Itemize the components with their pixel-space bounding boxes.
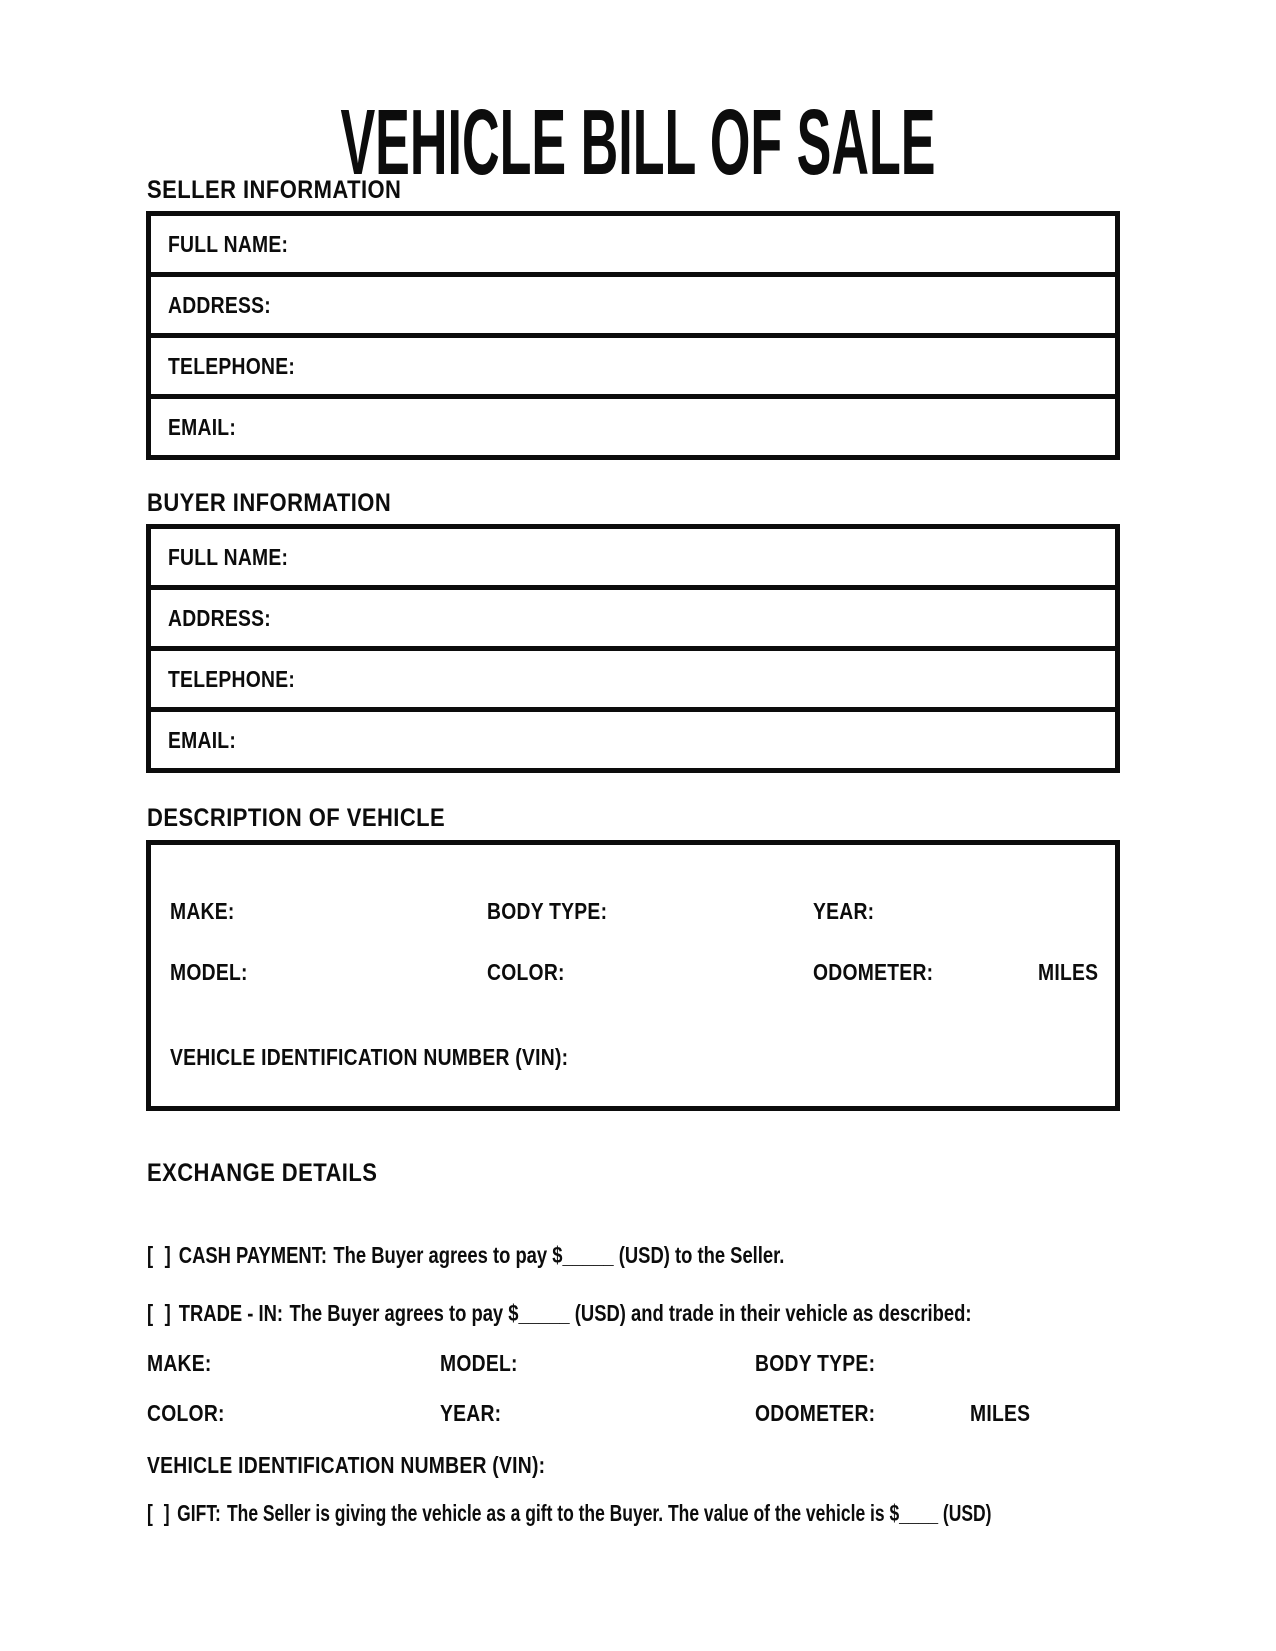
trade-in-checkbox[interactable]: [ ] — [147, 1300, 171, 1326]
trade-in-clause — [147, 1300, 972, 1326]
cash-payment-title: CASH PAYMENT: — [178, 1242, 328, 1268]
gift-text: The Seller is giving the vehicle as a gift to the Buyer. The value of the vehicle is $____ (USD) — [226, 1500, 992, 1526]
seller-telephone-label: TELEPHONE: — [168, 352, 296, 379]
seller-email-field[interactable] — [146, 394, 1120, 460]
seller-address-field[interactable] — [146, 272, 1120, 338]
exchange-section-heading: EXCHANGE DETAILS — [147, 1159, 378, 1187]
cash-payment-clause — [147, 1242, 784, 1268]
cash-payment-checkbox[interactable]: [ ] — [147, 1242, 171, 1268]
trade-make-label: MAKE: — [147, 1350, 212, 1376]
seller-email-label: EMAIL: — [168, 413, 237, 440]
buyer-section-heading: BUYER INFORMATION — [147, 489, 392, 517]
cash-payment-text: The Buyer agrees to pay $_____ (USD) to the Seller. — [333, 1242, 785, 1268]
vehicle-body-type-label: BODY TYPE: — [487, 898, 608, 924]
buyer-telephone-field[interactable] — [146, 646, 1120, 712]
seller-full-name-label: FULL NAME: — [168, 230, 289, 257]
seller-section-heading: SELLER INFORMATION — [147, 176, 402, 204]
buyer-address-field[interactable] — [146, 585, 1120, 651]
trade-vin-label: VEHICLE IDENTIFICATION NUMBER (VIN): — [147, 1452, 546, 1478]
trade-odometer-label: ODOMETER: — [755, 1400, 876, 1426]
vehicle-color-label: COLOR: — [487, 959, 565, 985]
trade-in-title: TRADE - IN: — [178, 1300, 284, 1326]
buyer-telephone-label: TELEPHONE: — [168, 665, 296, 692]
buyer-info-table — [146, 524, 1120, 773]
vehicle-odometer-label: ODOMETER: — [813, 959, 934, 985]
buyer-email-label: EMAIL: — [168, 726, 237, 753]
seller-info-table — [146, 211, 1120, 460]
vehicle-year-label: YEAR: — [813, 898, 875, 924]
seller-address-label: ADDRESS: — [168, 291, 271, 318]
vehicle-description-box[interactable] — [146, 840, 1120, 1111]
buyer-full-name-label: FULL NAME: — [168, 543, 289, 570]
gift-checkbox[interactable]: [ ] — [147, 1500, 170, 1526]
page-title: VEHICLE BILL OF SALE — [340, 90, 936, 194]
trade-year-label: YEAR: — [440, 1400, 502, 1426]
vehicle-model-label: MODEL: — [170, 959, 248, 985]
gift-title: GIFT: — [177, 1500, 221, 1526]
seller-telephone-field[interactable] — [146, 333, 1120, 399]
trade-model-label: MODEL: — [440, 1350, 518, 1376]
buyer-email-field[interactable] — [146, 707, 1120, 773]
buyer-full-name-field[interactable] — [146, 524, 1120, 590]
trade-color-label: COLOR: — [147, 1400, 225, 1426]
gift-clause — [147, 1500, 991, 1526]
buyer-address-label: ADDRESS: — [168, 604, 271, 631]
trade-in-text: The Buyer agrees to pay $_____ (USD) and trade in their vehicle as described: — [289, 1300, 972, 1326]
seller-full-name-field[interactable] — [146, 211, 1120, 277]
trade-body-type-label: BODY TYPE: — [755, 1350, 876, 1376]
vehicle-make-label: MAKE: — [170, 898, 235, 924]
trade-miles-label: MILES — [970, 1400, 1031, 1426]
vehicle-miles-label: MILES — [1038, 959, 1099, 985]
vehicle-section-heading: DESCRIPTION OF VEHICLE — [147, 804, 446, 832]
vehicle-vin-label: VEHICLE IDENTIFICATION NUMBER (VIN): — [170, 1044, 569, 1070]
